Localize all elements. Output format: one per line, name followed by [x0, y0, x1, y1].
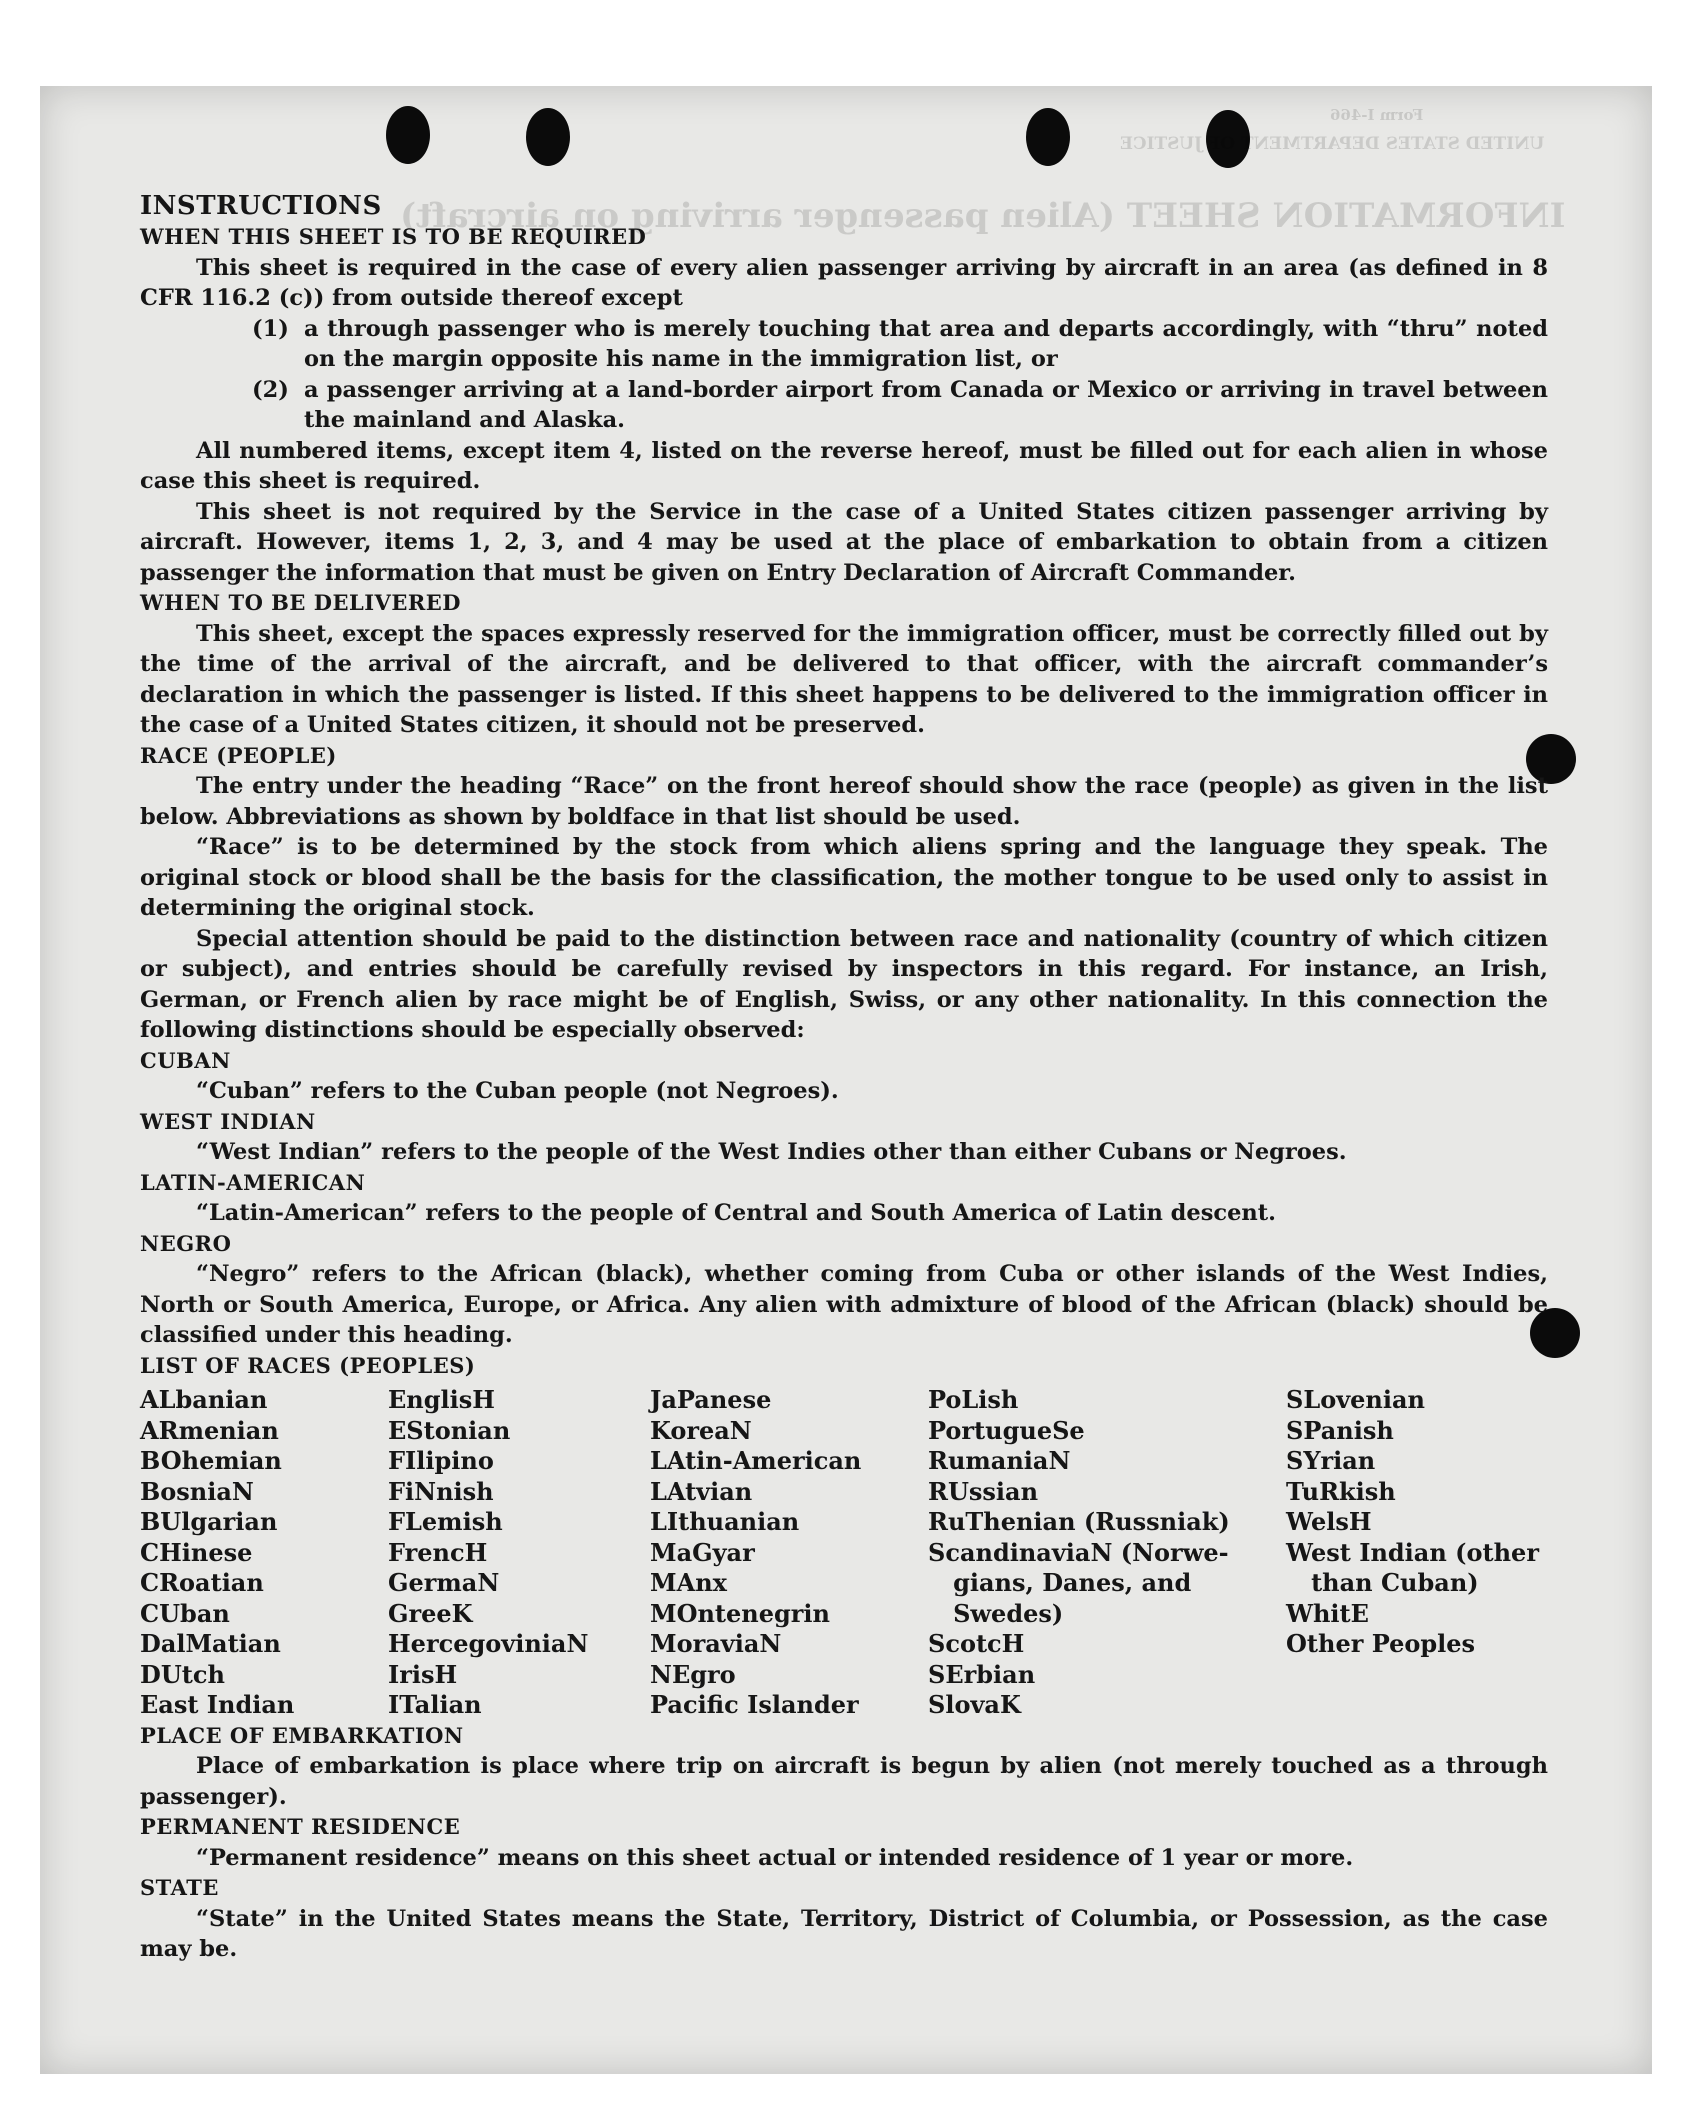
race-entry: EStonian: [388, 1415, 511, 1445]
race-entry: MaGyar: [650, 1537, 755, 1567]
paragraph: This sheet, except the spaces expressly reserved for the immigration officer, must be correctly filled out by the time of the arrival of the aircraft, and be delivered to that officer, with the aircraft commander’s declaration in which the passenger is listed. If this sheet happens to be delivered to the immigration officer in the case of a United States citizen, it should not be preserved.: [140, 620, 1548, 738]
race-entry: West Indian (other: [1286, 1537, 1539, 1567]
section-heading: STATE: [140, 1875, 219, 1900]
race-entry: ScandinaviaN (Norwe-: [928, 1537, 1229, 1567]
race-entry: JaPanese: [650, 1385, 772, 1414]
exception-text: a passenger arriving at a land-border airport from Canada or Mexico or arriving in travel between the mainland and Alaska.: [304, 376, 1548, 433]
exception-text: a through passenger who is merely touching that area and departs accordingly, with “thru” noted on the margin opposite his name in the immigration list, or: [304, 315, 1548, 372]
race-entry: RumaniaN: [928, 1446, 1071, 1475]
race-entry: SYrian: [1286, 1446, 1376, 1475]
race-entry: HercegoviniaN: [388, 1629, 589, 1658]
race-entry: FrencH: [388, 1537, 488, 1567]
race-entry: BUlgarian: [140, 1507, 278, 1536]
paragraph: “West Indian” refers to the people of the West Indies other than either Cubans or Negroes.: [196, 1139, 1347, 1165]
race-entry: MAnx: [650, 1568, 727, 1597]
race-entry: DalMatian: [140, 1629, 281, 1658]
race-entry: SErbian: [928, 1659, 1036, 1689]
race-entry: RUssian: [928, 1476, 1039, 1506]
bleed-through-form: Form I-466: [1330, 106, 1424, 124]
punch-hole: [526, 108, 570, 166]
section-heading: LIST OF RACES (PEOPLES): [140, 1352, 476, 1378]
race-entry: NEgro: [650, 1659, 736, 1689]
race-entry: ScotcH: [928, 1629, 1025, 1658]
paragraph: All numbered items, except item 4, listed on the reverse hereof, must be filled out for each alien in whose case this sheet is required.: [140, 437, 1548, 494]
punch-hole: [1026, 108, 1070, 166]
paragraph: Place of embarkation is place where trip on aircraft is begun by alien (not merely touched as a through passenger).: [140, 1753, 1548, 1810]
exception-item: [140, 314, 1548, 375]
paragraph: “State” in the United States means the State, Territory, District of Columbia, or Possession, as the case may be.: [140, 1905, 1548, 1962]
race-entry: WelsH: [1286, 1507, 1372, 1536]
race-entry: GermaN: [388, 1568, 500, 1597]
race-entry: CHinese: [140, 1537, 253, 1567]
race-entry: LAtvian: [650, 1476, 753, 1506]
paragraph: “Cuban” refers to the Cuban people (not Negroes).: [196, 1078, 839, 1104]
punch-hole: [386, 106, 430, 164]
race-entry: Other Peoples: [1286, 1629, 1476, 1658]
section-heading: WHEN TO BE DELIVERED: [140, 590, 462, 615]
race-entry: SPanish: [1286, 1415, 1394, 1445]
section-heading: WHEN THIS SHEET IS TO BE REQUIRED: [140, 224, 647, 249]
race-list: [140, 1385, 1548, 1721]
section-heading: WEST INDIAN: [140, 1108, 316, 1134]
race-column: [1286, 1385, 1548, 1721]
race-entry: CUban: [140, 1598, 230, 1628]
race-entry: FLemish: [388, 1507, 503, 1536]
race-entry: FiNnish: [388, 1476, 494, 1506]
paragraph: Special attention should be paid to the distinction between race and nationality (country of which citizen or subject), and entries should be carefully revised by inspectors in this regard. For instance, an Irish, German, or French alien by race might be of English, Swiss, or any other nationality. In this connection the following distinctions should be especially observed:: [140, 925, 1548, 1043]
race-entry: MoraviaN: [650, 1629, 782, 1658]
instructions-text: [140, 190, 1548, 1965]
race-entry: DUtch: [140, 1659, 225, 1689]
section-heading: RACE (PEOPLE): [140, 742, 337, 768]
bleed-through-agency: UNITED STATES DEPARTMENT OF JUSTICE: [1120, 134, 1545, 154]
race-entry: LIthuanian: [650, 1507, 800, 1536]
race-entry: KoreaN: [650, 1415, 752, 1445]
race-entry: BosniaN: [140, 1476, 254, 1506]
race-entry: Pacific Islander: [650, 1690, 859, 1719]
race-entry: TuRkish: [1286, 1476, 1396, 1506]
race-entry: WhitE: [1286, 1598, 1369, 1628]
race-column: [140, 1385, 388, 1721]
paragraph: “Latin-American” refers to the people of Central and South America of Latin descent.: [196, 1200, 1276, 1226]
paragraph: “Race” is to be determined by the stock from which aliens spring and the language they speak. The original stock or blood shall be the basis for the classification, the mother tongue to be used only to assist in determining the original stock.: [140, 834, 1548, 921]
section-heading: PLACE OF EMBARKATION: [140, 1722, 464, 1748]
race-entry: ALbanian: [140, 1385, 268, 1414]
race-column: [928, 1385, 1286, 1721]
section-heading: NEGRO: [140, 1230, 232, 1256]
race-entry: ITalian: [388, 1690, 482, 1719]
section-heading: LATIN-AMERICAN: [140, 1169, 366, 1195]
section-heading: PERMANENT RESIDENCE: [140, 1814, 461, 1839]
paragraph: “Negro” refers to the African (black), whether coming from Cuba or other islands of the West Indies, North or South America, Europe, or Africa. Any alien with admixture of blood of the African (black) should be classified under this heading.: [140, 1261, 1548, 1348]
bleed-through-title: INFORMATION SHEET (Alien passenger arriving on aircraft): [400, 196, 1566, 236]
paragraph: This sheet is required in the case of every alien passenger arriving by aircraft in an area (as defined in 8 CFR 116.2 (c)) from outside thereof except: [140, 254, 1548, 311]
race-entry: RuThenian (Russniak): [928, 1507, 1230, 1536]
section-heading: CUBAN: [140, 1047, 231, 1073]
race-column: [650, 1385, 928, 1721]
race-entry: BOhemian: [140, 1446, 282, 1475]
race-entry: CRoatian: [140, 1568, 264, 1597]
race-entry: than Cuban): [1286, 1568, 1479, 1597]
paragraph: This sheet is not required by the Service in the case of a United States citizen passenger arriving by aircraft. However, items 1, 2, 3, and 4 may be used at the place of embarkation to obtain from a citizen passenger the information that must be given on Entry Declaration of Aircraft Commander.: [140, 498, 1548, 586]
race-entry: GreeK: [388, 1598, 473, 1628]
race-entry: PortugueSe: [928, 1415, 1085, 1445]
race-entry: ARmenian: [140, 1415, 279, 1445]
exception-item: [140, 375, 1548, 436]
exception-number: (2): [252, 376, 289, 403]
race-entry: IrisH: [388, 1659, 458, 1689]
race-entry: East Indian: [140, 1690, 295, 1719]
exception-number: (1): [252, 315, 289, 342]
race-entry: EnglisH: [388, 1385, 495, 1414]
paragraph: The entry under the heading “Race” on the front hereof should show the race (people) as given in the list below. Abbreviations as shown by boldface in that list should be used.: [140, 773, 1548, 830]
race-entry: SlovaK: [928, 1690, 1021, 1719]
race-entry: PoLish: [928, 1385, 1019, 1414]
race-entry: SLovenian: [1286, 1385, 1425, 1414]
race-column: [388, 1385, 650, 1721]
race-entry: MOntenegrin: [650, 1598, 830, 1628]
page-title: INSTRUCTIONS: [140, 191, 382, 221]
race-entry: FIlipino: [388, 1446, 494, 1475]
paragraph: “Permanent residence” means on this sheet actual or intended residence of 1 year or more.: [196, 1844, 1354, 1871]
race-entry: gians, Danes, and: [928, 1568, 1192, 1597]
race-entry: Swedes): [928, 1598, 1064, 1628]
race-entry: LAtin-American: [650, 1446, 862, 1475]
